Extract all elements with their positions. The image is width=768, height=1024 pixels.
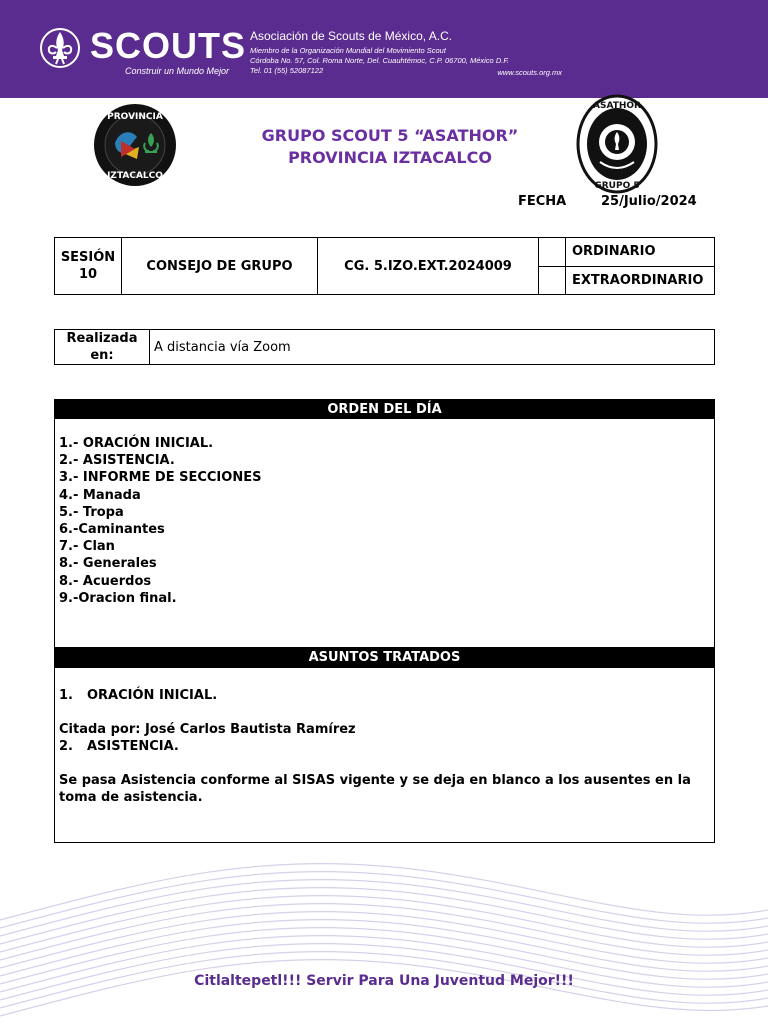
agenda-list	[59, 435, 261, 607]
scouts-brand	[40, 25, 247, 80]
agenda-item: 5.- Tropa	[59, 504, 124, 520]
matter-item-1	[59, 687, 709, 704]
session-label: SESIÓN	[60, 250, 116, 265]
agenda-heading: ORDEN DEL DÍA	[55, 400, 714, 419]
matter-number: 2.	[59, 739, 73, 754]
matters-heading: ASUNTOS TRATADOS	[55, 647, 714, 668]
phone-line: Tel. 01 (55) 52087122	[250, 66, 324, 75]
document-title	[190, 125, 590, 169]
agenda-item: 9.-Oracion final.	[59, 590, 177, 606]
ordinario-label: ORDINARIO	[566, 238, 715, 267]
location-label-cell	[55, 330, 150, 365]
session-table	[54, 237, 715, 295]
provincia-iztacalco-logo	[93, 103, 177, 187]
attendance-paragraph: Se pasa Asistencia conforme al SISAS vigente y se deja en blanco a los ausentes en la toma de asistencia.	[59, 773, 691, 805]
matters-content	[59, 687, 709, 806]
agenda-item: 3.- INFORME DE SECCIONES	[59, 470, 262, 486]
matter-number: 1.	[59, 688, 73, 703]
agenda-item: 8.- Acuerdos	[59, 573, 152, 589]
agenda-item: 4.- Manada	[59, 487, 141, 503]
agenda-item: 2.- ASISTENCIA.	[59, 453, 175, 469]
agenda-item: 7.- Clan	[59, 539, 115, 555]
logo-left-bottom-text: IZTACALCO	[107, 171, 163, 181]
website-link[interactable]: www.scouts.org.mx	[497, 68, 562, 77]
logo-right-top-text: ASATHOR	[593, 101, 641, 111]
ordinario-checkbox[interactable]	[539, 238, 566, 267]
fleur-de-lis-icon	[40, 26, 80, 70]
minutes-box	[54, 399, 715, 843]
session-number: 10	[78, 267, 98, 282]
extraordinario-checkbox[interactable]	[539, 266, 566, 295]
title-province: PROVINCIA IZTACALCO	[288, 148, 492, 167]
council-type-cell: CONSEJO DE GRUPO	[122, 238, 318, 295]
agenda-item: 8.- Generales	[59, 556, 157, 572]
logo-right-bottom-text: GRUPO 5	[594, 181, 640, 191]
association-name: Asociación de Scouts de México, A.C.	[250, 29, 453, 43]
location-value: A distancia vía Zoom	[150, 330, 715, 365]
session-code-cell: CG. 5.IZO.EXT.2024009	[318, 238, 539, 295]
address-line: Córdoba No. 57, Col. Roma Norte, Del. Cuauhtémoc, C.P. 06700, México D.F.	[250, 56, 510, 65]
matter-item-2	[59, 738, 709, 755]
agenda-item: 1.- ORACIÓN INICIAL.	[59, 436, 214, 451]
location-table	[54, 329, 715, 365]
logo-left-top-text: PROVINCIA	[107, 112, 163, 122]
location-label-line1: Realizada	[66, 331, 138, 346]
session-number-cell	[55, 238, 122, 295]
footer-motto: Citlaltepetl!!! Servir Para Una Juventud Mejor!!!	[194, 973, 574, 989]
date-value: 25/Julio/2024	[601, 194, 697, 209]
extraordinario-label: EXTRAORDINARIO	[566, 266, 715, 295]
matter-title: ASISTENCIA.	[87, 739, 179, 754]
date-label: FECHA	[518, 194, 567, 209]
decorative-waves	[0, 840, 768, 1024]
brand-tagline: Construir un Mundo Mejor	[125, 66, 230, 76]
title-group: GRUPO SCOUT 5 “ASATHOR”	[261, 126, 519, 145]
brand-name: SCOUTS	[90, 25, 247, 66]
agenda-item: 6.-Caminantes	[59, 522, 165, 538]
cited-by: Citada por: José Carlos Bautista Ramírez	[59, 722, 356, 737]
location-label-line2: en:	[90, 348, 114, 363]
member-line: Miembro de la Organización Mundial del Movimiento Scout	[250, 46, 446, 55]
letterhead-banner	[0, 0, 768, 98]
association-info	[250, 28, 562, 76]
matter-title: ORACIÓN INICIAL.	[87, 688, 218, 703]
